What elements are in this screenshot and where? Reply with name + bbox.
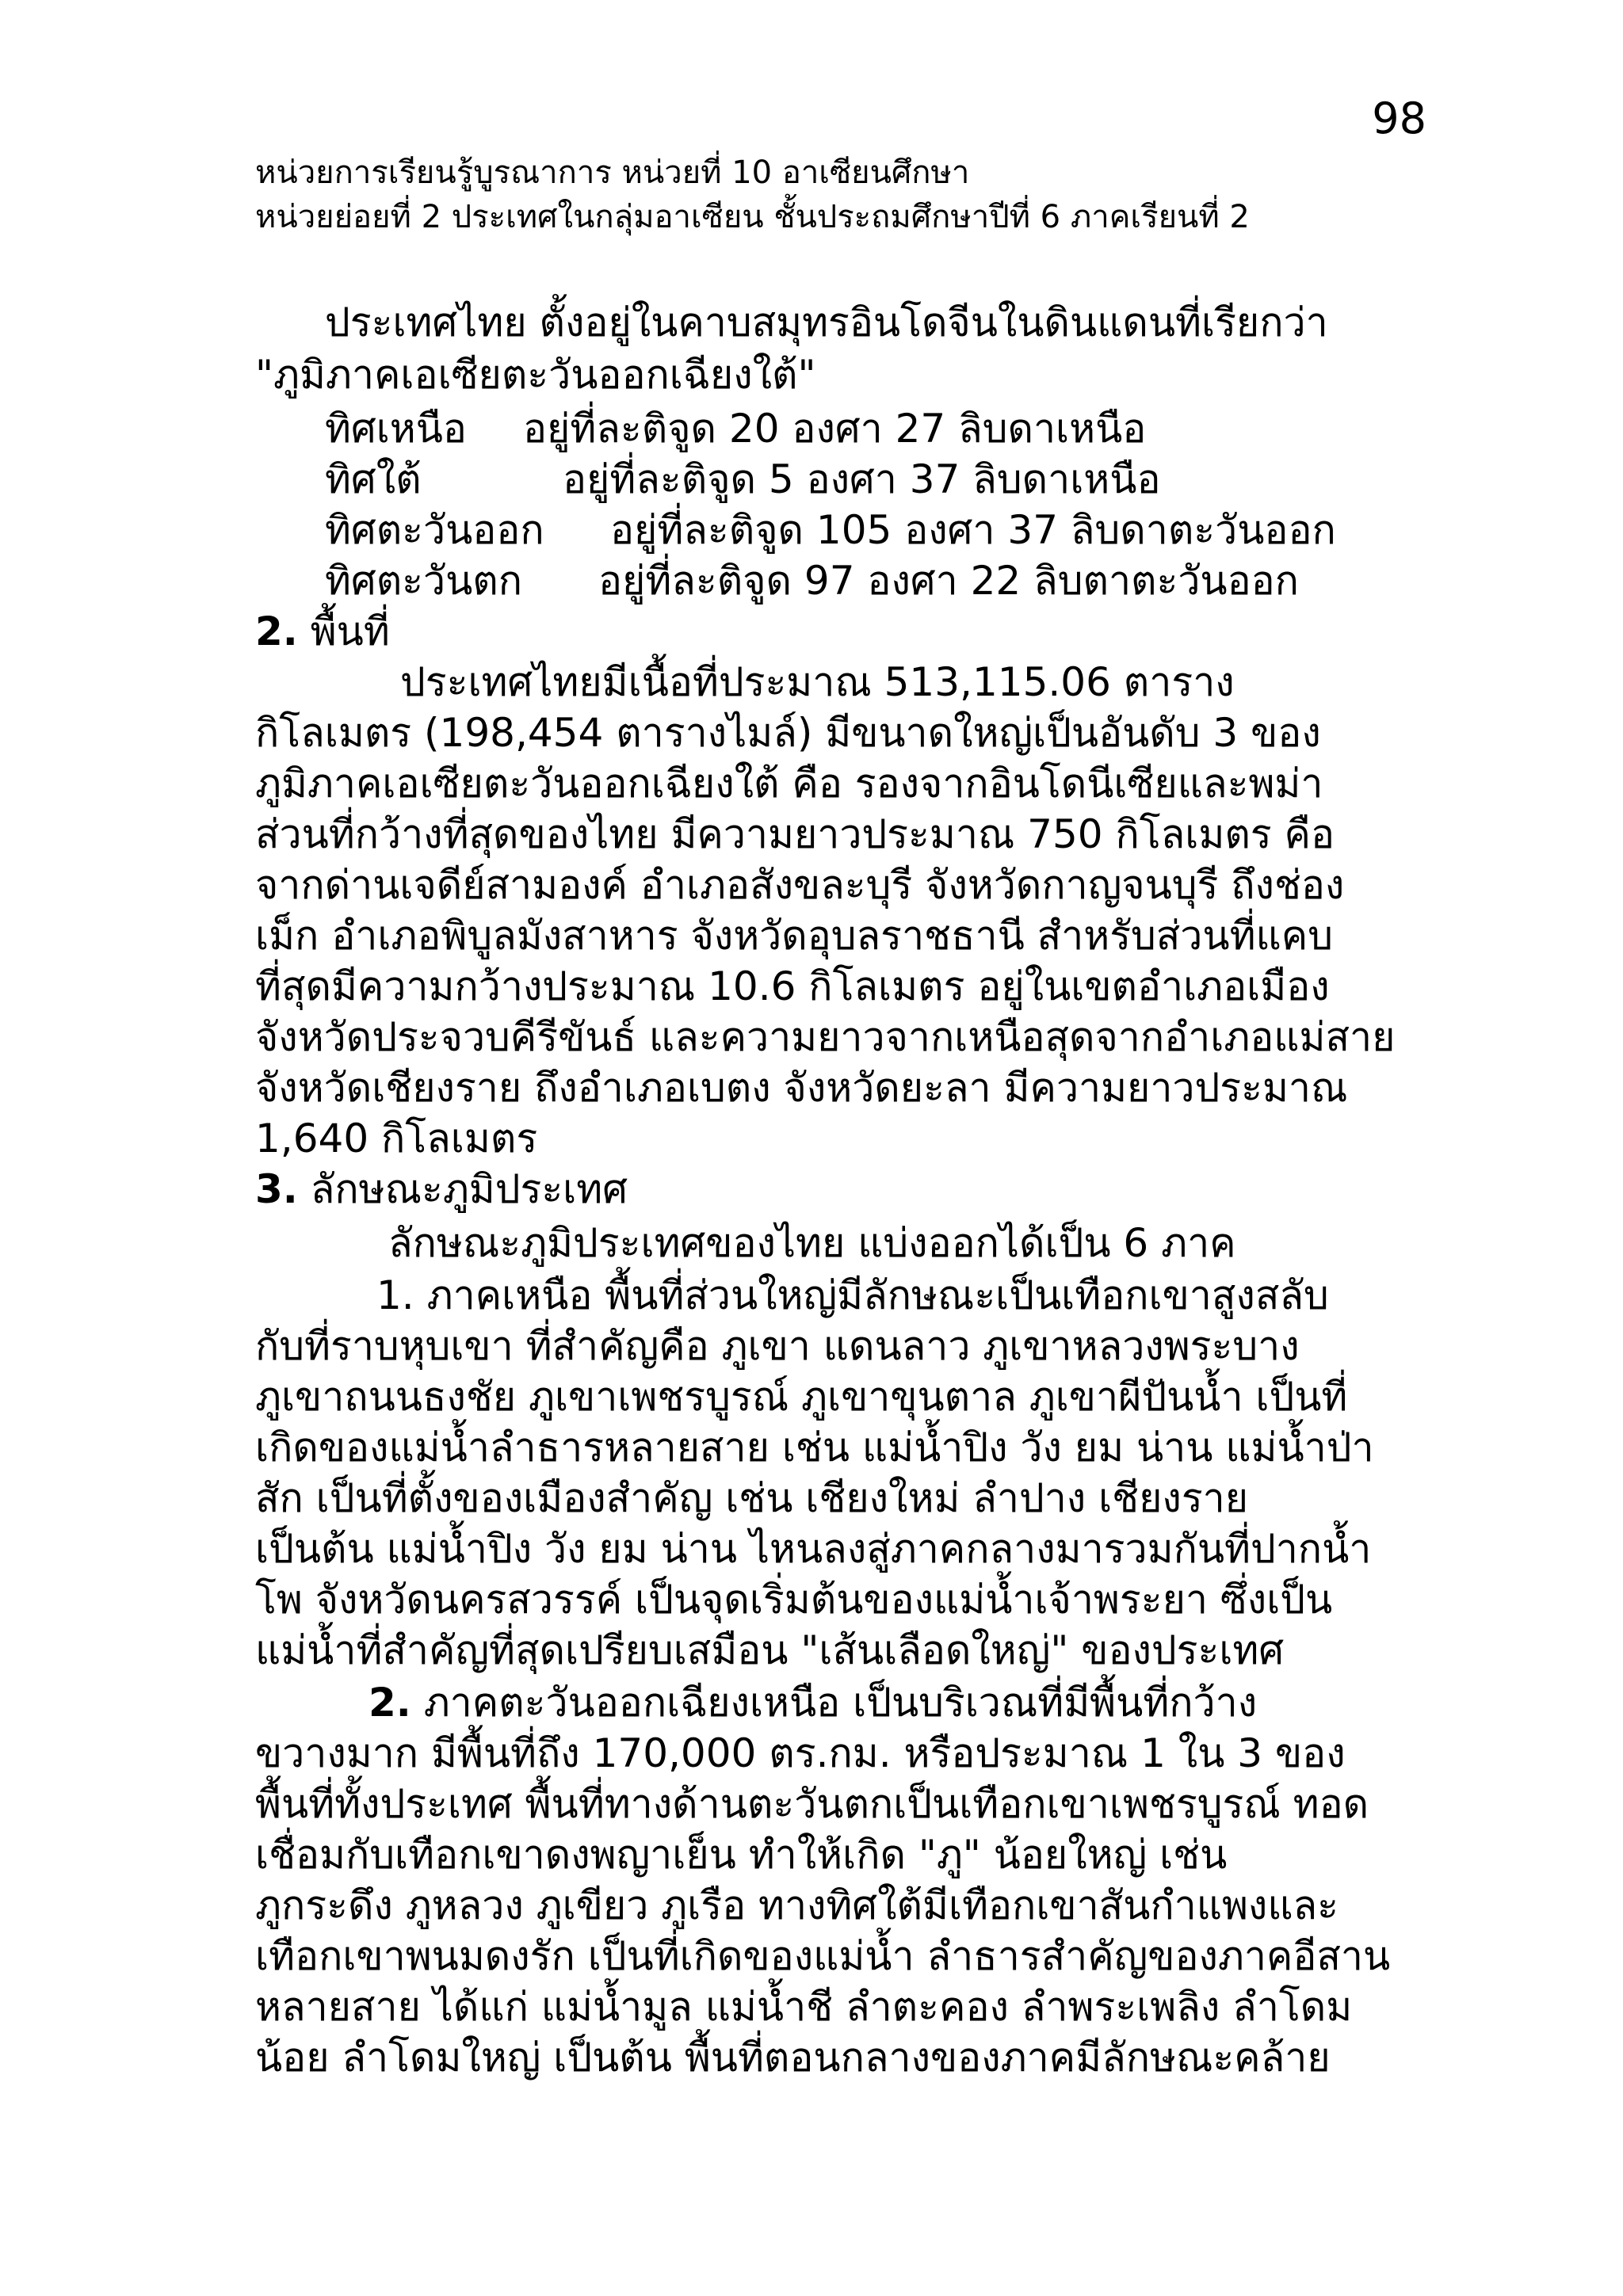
region-1-first-line <box>376 1269 1329 1322</box>
coordinate-value: อยู่ที่ละติจูด 5 องศา 37 ลิบดาเหนือ <box>563 456 1161 502</box>
region-1-line: โพ จังหวัดนครสวรรค์ เป็นจุดเริ่มต้นของแม่น้ำเจ้าพระยา ซึ่งเป็น <box>255 1577 1333 1623</box>
coordinate-row <box>325 504 1336 556</box>
region-2-line: พื้นที่ทั้งประเทศ พื้นที่ทางด้านตะวันตกเป็นเทือกเขาเพชรบูรณ์ ทอด <box>255 1781 1369 1827</box>
coordinate-row <box>325 453 1160 505</box>
section-title: ลักษณะภูมิประเทศ <box>310 1166 628 1212</box>
direction-label: ทิศตะวันออก <box>325 507 544 553</box>
coordinate-value: อยู่ที่ละติจูด 105 องศา 37 ลิบดาตะวันออก <box>610 507 1336 553</box>
page-number: 98 <box>1372 93 1426 143</box>
direction-label: ทิศตะวันตก <box>325 558 523 604</box>
coordinate-value: อยู่ที่ละติจูด 20 องศา 27 ลิบดาเหนือ <box>523 406 1147 452</box>
section-2-line: ประเทศไทยมีเนื้อที่ประมาณ 513,115.06 ตาราง <box>400 659 1235 705</box>
coordinate-value: อยู่ที่ละติจูด 97 องศา 22 ลิบตาตะวันออก <box>598 558 1299 604</box>
region-1-line: แม่น้ำที่สำคัญที่สุดเปรียบเสมือน "เส้นเลือดใหญ่" ของประเทศ <box>255 1627 1285 1673</box>
section-title: พื้นที่ <box>310 608 390 654</box>
section-number: 2. <box>255 608 298 654</box>
section-2-line: เม็ก อำเภอพิบูลมังสาหาร จังหวัดอุบลราชธานี สำหรับส่วนที่แคบ <box>255 913 1333 959</box>
section-number: 3. <box>255 1166 298 1212</box>
region-number: 2. <box>369 1680 411 1726</box>
coordinate-row <box>325 555 1299 607</box>
section-2-line: 1,640 กิโลเมตร <box>255 1116 538 1161</box>
section-3-intro: ลักษณะภูมิประเทศของไทย แบ่งออกได้เป็น 6 ภาค <box>388 1220 1236 1266</box>
section-2-line: จังหวัดประจวบคีรีขันธ์ และความยาวจากเหนือสุดจากอำเภอแม่สาย <box>255 1014 1396 1060</box>
direction-label: ทิศเหนือ <box>325 406 467 452</box>
region-1-line: ภูเขาถนนธงชัย ภูเขาเพชรบูรณ์ ภูเขาขุนตาล ภูเขาผีปันน้ำ เป็นที่ <box>255 1374 1348 1420</box>
region-2-first-line <box>369 1676 1257 1729</box>
running-header-line-2: หน่วยย่อยที่ 2 ประเทศในกลุ่มอาเซียน ชั้นประถมศึกษาปีที่ 6 ภาคเรียนที่ 2 <box>255 199 1250 235</box>
section-2-line: ที่สุดมีความกว้างประมาณ 10.6 กิโลเมตร อยู่ในเขตอำเภอเมือง <box>255 963 1330 1009</box>
intro-line-1: ประเทศไทย ตั้งอยู่ในคาบสมุทรอินโดจีนในดินแดนที่เรียกว่า <box>325 299 1328 345</box>
region-2-line: เชื่อมกับเทือกเขาดงพญาเย็น ทำให้เกิด "ภู" น้อยใหญ่ เช่น <box>255 1832 1228 1878</box>
region-1-line: เกิดของแม่น้ำลำธารหลายสาย เช่น แม่น้ำปิง วัง ยม น่าน แม่น้ำป่า <box>255 1425 1374 1470</box>
region-2-line: ขวางมาก มีพื้นที่ถึง 170,000 ตร.กม. หรือประมาณ 1 ใน 3 ของ <box>255 1730 1346 1776</box>
region-1-line: กับที่ราบหุบเขา ที่สำคัญคือ ภูเขา แดนลาว ภูเขาหลวงพระบาง <box>255 1323 1300 1369</box>
direction-label: ทิศใต้ <box>325 456 422 502</box>
region-2-line: หลายสาย ได้แก่ แม่น้ำมูล แม่น้ำชี ลำตะคอง ลำพระเพลิง ลำโดม <box>255 1984 1353 2030</box>
section-2-line: กิโลเมตร (198,454 ตารางไมล์) มีขนาดใหญ่เป็นอันดับ 3 ของ <box>255 710 1321 756</box>
region-text: ภาคเหนือ พื้นที่ส่วนใหญ่มีลักษณะเป็นเทือกเขาสูงสลับ <box>426 1272 1329 1318</box>
region-2-line: ภูกระดึง ภูหลวง ภูเขียว ภูเรือ ทางทิศใต้มีเทือกเขาสันกำแพงและ <box>255 1882 1339 1928</box>
section-3-heading <box>255 1163 628 1215</box>
running-header-line-1: หน่วยการเรียนรู้บูรณาการ หน่วยที่ 10 อาเซียนศึกษา <box>255 154 970 191</box>
region-number: 1. <box>376 1272 414 1318</box>
section-2-line: จังหวัดเชียงราย ถึงอำเภอเบตง จังหวัดยะลา มีความยาวประมาณ <box>255 1065 1348 1111</box>
coordinate-row <box>325 402 1146 455</box>
section-2-line: ส่วนที่กว้างที่สุดของไทย มีความยาวประมาณ 750 กิโลเมตร คือ <box>255 811 1335 857</box>
region-text: ภาคตะวันออกเฉียงเหนือ เป็นบริเวณที่มีพื้นที่กว้าง <box>423 1680 1258 1726</box>
region-1-line: สัก เป็นที่ตั้งของเมืองสำคัญ เช่น เชียงใหม่ ลำปาง เชียงราย <box>255 1475 1249 1521</box>
section-2-heading <box>255 605 390 658</box>
region-2-line: น้อย ลำโดมใหญ่ เป็นต้น พื้นที่ตอนกลางของภาคมีลักษณะคล้าย <box>255 2035 1331 2081</box>
intro-line-2: "ภูมิภาคเอเซียตะวันออกเฉียงใต้" <box>255 352 816 398</box>
region-1-line: เป็นต้น แม่น้ำปิง วัง ยม น่าน ไหนลงสู่ภาคกลางมารวมกันที่ปากน้ำ <box>255 1526 1372 1572</box>
section-2-line: จากด่านเจดีย์สามองค์ อำเภอสังขละบุรี จังหวัดกาญจนบุรี ถึงช่อง <box>255 862 1345 908</box>
section-2-line: ภูมิภาคเอเซียตะวันออกเฉียงใต้ คือ รองจากอินโดนีเซียและพม่า <box>255 761 1323 807</box>
region-2-line: เทือกเขาพนมดงรัก เป็นที่เกิดของแม่น้ำ ลำธารสำคัญของภาคอีสาน <box>255 1933 1391 1979</box>
